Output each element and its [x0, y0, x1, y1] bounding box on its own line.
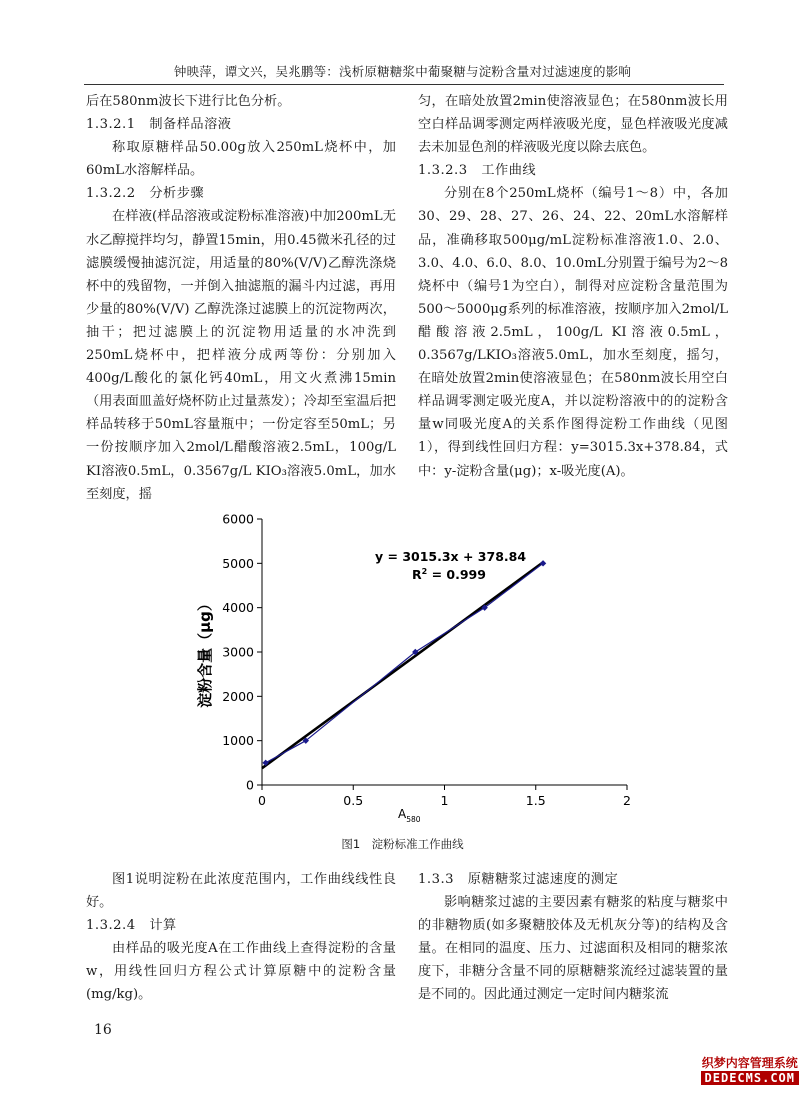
y-tick-label: 5000	[222, 555, 254, 571]
watermark-en: DEDECMS.COM	[701, 1071, 799, 1085]
section-heading-1-3-2-1: 1.3.2.1 制备样品溶液	[86, 117, 232, 133]
y-axis-label: 淀粉含量（μg）	[196, 596, 214, 708]
section-heading-1-3-3: 1.3.3 原糖糖浆过滤速度的测定	[418, 872, 619, 887]
y-tick-label: 6000	[222, 511, 254, 527]
series-segment	[415, 608, 484, 652]
trendline	[262, 562, 543, 768]
regression-equation: y = 3015.3x + 378.84	[375, 549, 527, 564]
y-tick-label: 1000	[222, 733, 254, 749]
x-tick-label: 0.5	[343, 793, 364, 808]
left-column	[86, 90, 396, 506]
section-heading-1-3-2-4: 1.3.2.4 计算	[86, 918, 177, 934]
x-axis-label-main: A	[398, 807, 407, 821]
paragraph: 匀，在暗处放置2min使溶液显色；在580nm波长用空白样品调零测定两样液吸光度，显色样液吸光度减去未加显色剂的样液吸光度以除去底色。	[418, 94, 728, 156]
r-squared-symbol: R	[412, 567, 422, 582]
header-rule	[84, 84, 724, 85]
r-squared-label	[412, 567, 486, 582]
y-tick-label: 4000	[222, 600, 254, 616]
x-tick-label: 1	[440, 793, 449, 808]
right-column	[418, 90, 728, 483]
paragraph: 影响糖浆过滤的主要因素有糖浆的粘度与糖浆中的非糖物质(如多聚糖胶体及无机灰分等)的结构及含量。在相同的温度、压力、过滤面积及相同的糖浆浓度下，非糖分含量不同的原糖糖浆流经过滤装置的量是不同的。因此通过测定一定时间内糖浆流	[418, 895, 728, 1003]
y-tick-label: 0	[246, 777, 254, 793]
watermark	[701, 1054, 799, 1085]
x-tick-label: 1.5	[525, 793, 546, 808]
running-header: 钟映萍，谭文兴，吴兆鹏等：浅析原糖糖浆中葡聚糖与淀粉含量对过滤速度的影响	[173, 64, 632, 79]
page-number: 16	[94, 1022, 112, 1038]
r-squared-value: = 0.999	[427, 567, 486, 582]
x-tick-label: 2	[623, 793, 631, 808]
series-segment	[266, 741, 306, 763]
x-tick-label: 0	[258, 793, 266, 808]
figure-1	[190, 505, 645, 825]
figure-caption: 图1 淀粉标准工作曲线	[341, 837, 464, 851]
y-tick-label: 3000	[222, 644, 254, 660]
series-segment	[306, 652, 416, 741]
paragraph: 由样品的吸光度A在工作曲线上查得淀粉的含量w，用线性回归方程公式计算原糖中的淀粉含量(mg/kg)。	[86, 941, 396, 1003]
x-axis-label	[398, 807, 421, 824]
chart-marks	[262, 560, 546, 768]
paragraph: 分别在8个250mL烧杯（编号1～8）中，各加30、29、28、27、26、24、22、20mL水溶解样品，准确移取500μg/mL淀粉标准溶液1.0、2.0、3.0、4.0、6.0、8.0、10.0mL分别置于编号为2～8烧杯中（编号1为空白），制得对应淀粉含量范围为500～5000μg系列的标准溶液，按顺序加入2mol/L醋酸溶液2.5mL，100g/L KI溶液0.5mL，0.3567g/LKIO₃溶液5.0mL，加水至刻度，摇匀，在暗处放置2min使溶液显色；在580nm波长用空白样品调零测定吸光度A，并以淀粉溶液中的的淀粉含量w同吸光度A的关系作图得淀粉工作曲线（见图1），得到线性回归方程：y=3015.3x+378.84，式中：y-淀粉含量(μg)；x-吸光度(A)。	[418, 186, 728, 479]
paragraph: 图1说明淀粉在此浓度范围内，工作曲线线性良好。	[86, 872, 396, 911]
y-tick-label: 2000	[222, 688, 254, 704]
paragraph: 后在580nm波长下进行比色分析。	[86, 94, 291, 109]
r-squared-exponent: 2	[421, 567, 428, 576]
x-axis-label-subscript: 580	[406, 815, 421, 824]
series-segment	[485, 563, 543, 607]
bottom-left-column	[86, 868, 396, 1007]
section-heading-1-3-2-3: 1.3.2.3 工作曲线	[418, 163, 537, 179]
bottom-right-column	[418, 868, 728, 1007]
section-heading-1-3-2-2: 1.3.2.2 分析步骤	[86, 186, 205, 202]
paragraph: 称取原糖样品50.00g放入250mL烧杯中，加60mL水溶解样品。	[86, 140, 396, 179]
watermark-cn: 织梦内容管理系统	[701, 1056, 798, 1070]
calibration-chart	[190, 505, 645, 825]
paragraph: 在样液(样品溶液或淀粉标准溶液)中加200mL无水乙醇搅拌均匀，静置15min，用0.45微米孔径的过滤膜缓慢抽滤沉淀，用适量的80%(V/V)乙醇洗涤烧杯中的残留物，一并倒入抽滤瓶的漏斗内过滤，再用少量的80%(V/V) 乙醇洗涤过滤膜上的沉淀物两次，抽干；把过滤膜上的沉淀物用适量的水冲洗到250mL烧杯中，把样液分成两等份：分别加入400g/L酸化的氯化钙40mL，用文火煮沸15min（用表面皿盖好烧杯防止过量蒸发）；冷却至室温后把样品转移于50mL容量瓶中；一份定容至50mL；另一份按顺序加入2mol/L醋酸溶液2.5mL，100g/L KI溶液0.5mL，0.3567g/L KIO₃溶液5.0mL，加水至刻度，摇	[86, 209, 396, 502]
